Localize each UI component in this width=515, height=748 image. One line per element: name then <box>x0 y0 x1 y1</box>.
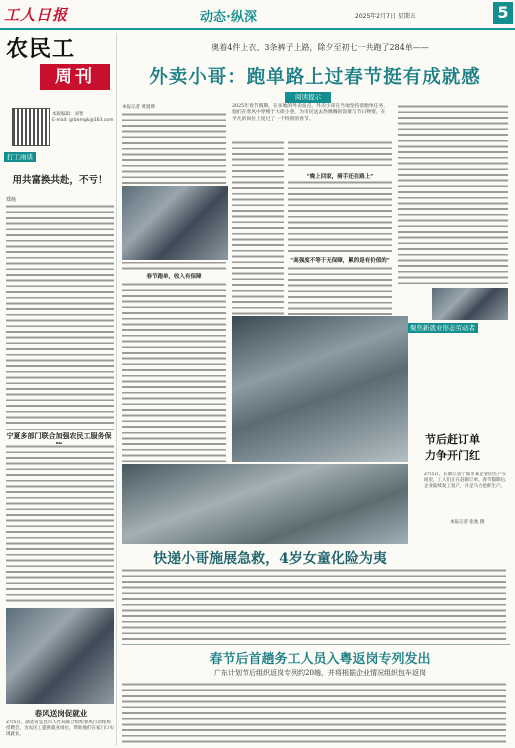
photo-caption-text: 2月5日，在浙江省宁波市某企业的生产车间里，工人们正在赶制订单。春节假期后，企业陆续复工复产，开足马力抢抓生产。 <box>424 472 510 489</box>
lead-body-col3a <box>288 140 392 170</box>
photo-caption-line2: 力争开门红 <box>425 449 480 462</box>
lead-body-col1b <box>122 282 226 462</box>
page-number: 5 <box>493 2 513 24</box>
column-body-text <box>6 204 114 428</box>
story2-body-text <box>122 568 506 642</box>
lead-photo-small <box>122 186 228 260</box>
lead-subhead-3: “高强度不等于无保障，累的是有价值的” <box>290 258 390 264</box>
lead-body-col3b <box>288 180 392 252</box>
lead-subhead-1: 春节跑单，收入有保障 <box>146 274 202 280</box>
factory-photo <box>122 464 408 544</box>
brief-body-text <box>6 444 114 604</box>
supplement-title: 农民工 <box>6 36 76 62</box>
divider <box>6 429 114 430</box>
courier-photo <box>432 288 508 320</box>
lead-headline: 外卖小哥：跑单路上过春节挺有成就感 <box>149 67 481 88</box>
sidebar-photo <box>6 608 114 704</box>
divider <box>122 644 510 645</box>
column-author: 郑杨 <box>6 197 17 203</box>
lead-subhead-2: “晚上回家，骑手还在路上” <box>306 174 374 180</box>
supplement-title-badge: 周刊 <box>40 64 110 90</box>
sidebar-photo-caption: 2月5日，湖北省宜昌市人社局联合组织春风行动现场招聘会，为农民工提供就业岗位，帮助他们在家门口实现就业。 <box>6 720 114 737</box>
editor-email: E-mail: grbnmgk@163.com <box>52 118 114 123</box>
lead-kicker: 奥着4件上衣、3条裤子上路，除夕至初七一共跑了284单—— <box>211 43 429 52</box>
newspaper-masthead: 工人日报 <box>4 6 69 24</box>
reading-tip-summary: 2025年春节假期，在多地的外卖站点，外卖小哥在当地坚持着跑单任务，他们在寒风中穿梭于大街小巷，为市民送去热腾腾的饭菜与节日物资，在平凡的岗位上度过了一个特别的春节。 <box>232 104 389 122</box>
page-header <box>0 0 515 30</box>
factory-photo-upper <box>232 316 408 462</box>
lead-byline: 本报记者 黄润瑛 <box>122 105 155 110</box>
photo-credit: 本报记者 张弛 摄 <box>450 520 485 525</box>
photo-caption-line1: 节后赶订单 <box>425 433 480 446</box>
column-headline: 用共富换共赴，不亏！ <box>12 175 108 186</box>
lead-body-col4 <box>398 104 508 284</box>
brief-headline: 宁夏多部门联合加强农民工服务保 <box>6 431 112 440</box>
editor-name: 本版编辑：刘智 <box>52 112 84 117</box>
right-section-tag: 聚焦新就业形态劳动者 <box>407 323 478 333</box>
story3-body-text <box>122 682 506 746</box>
story3-headline: 春节后首趟务工人员入粤返岗专列发出 <box>209 652 431 667</box>
editor-info <box>52 112 113 124</box>
sidebar-photo-headline: 春风送岗促就业 <box>34 709 88 718</box>
reading-tip-label: 阅读提示 <box>285 92 331 103</box>
column-tag: 打工雨谈 <box>4 152 36 162</box>
photo-caption-headline <box>425 432 480 464</box>
section-title: 动态·纵深 <box>200 10 257 25</box>
story2-headline: 快递小哥施展急救，4岁女童化险为夷 <box>153 551 387 567</box>
dateline: 2025年2月7日 星期五 <box>355 13 416 20</box>
story3-subheadline: 广东计划节后组织返岗专列约20趟，并将根据企业情况组织包车返岗 <box>214 669 426 677</box>
qr-code-icon <box>12 108 50 146</box>
